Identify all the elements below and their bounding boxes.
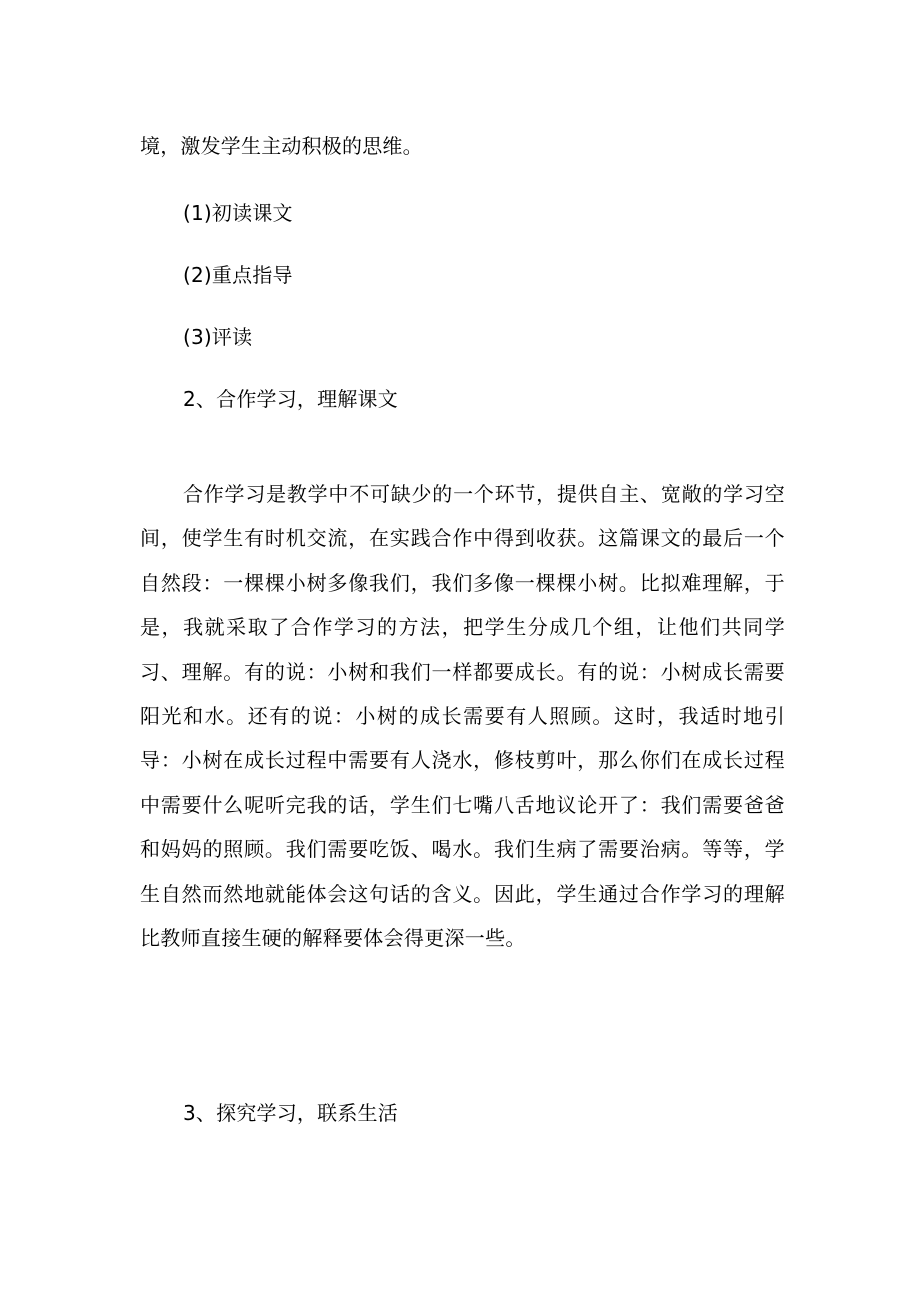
subitem-first-reading: (1)初读课文	[183, 201, 293, 225]
body-paragraph: 合作学习是教学中不可缺少的一个环节，提供自主、宽敞的学习空间，使学生有时机交流，在实践合作中得到收获。这篇课文的最后一个自然段：一棵棵小树多像我们，我们多像一棵棵小树。比拟难理解，于是，我就采取了合作学习的方法，把学生分成几个组，让他们共同学习、理解。有的说：小树和我们一样都要成长。有的说：小树成长需要阳光和水。还有的说：小树的成长需要有人照顾。这时，我适时地引导：小树在成长过程中需要有人浇水，修枝剪叶，那么你们在成长过程中需要什么呢听完我的话，学生们七嘴八舌地议论开了：我们需要爸爸和妈妈的照顾。我们需要吃饭、喝水。我们生病了需要治病。等等，学生自然而然地就能体会这句话的含义。因此，学生通过合作学习的理解比教师直接生硬的解释要体会得更深一些。	[140, 482, 785, 951]
section-heading-inquiry-learning: 3、探究学习，联系生活	[183, 1101, 398, 1125]
continuation-line: 境，激发学生主动积极的思维。	[140, 134, 423, 158]
subitem-evaluative-reading: (3)评读	[183, 325, 253, 349]
section-heading-cooperative-learning: 2、合作学习，理解课文	[183, 387, 398, 411]
subitem-key-guidance: (2)重点指导	[183, 263, 293, 287]
